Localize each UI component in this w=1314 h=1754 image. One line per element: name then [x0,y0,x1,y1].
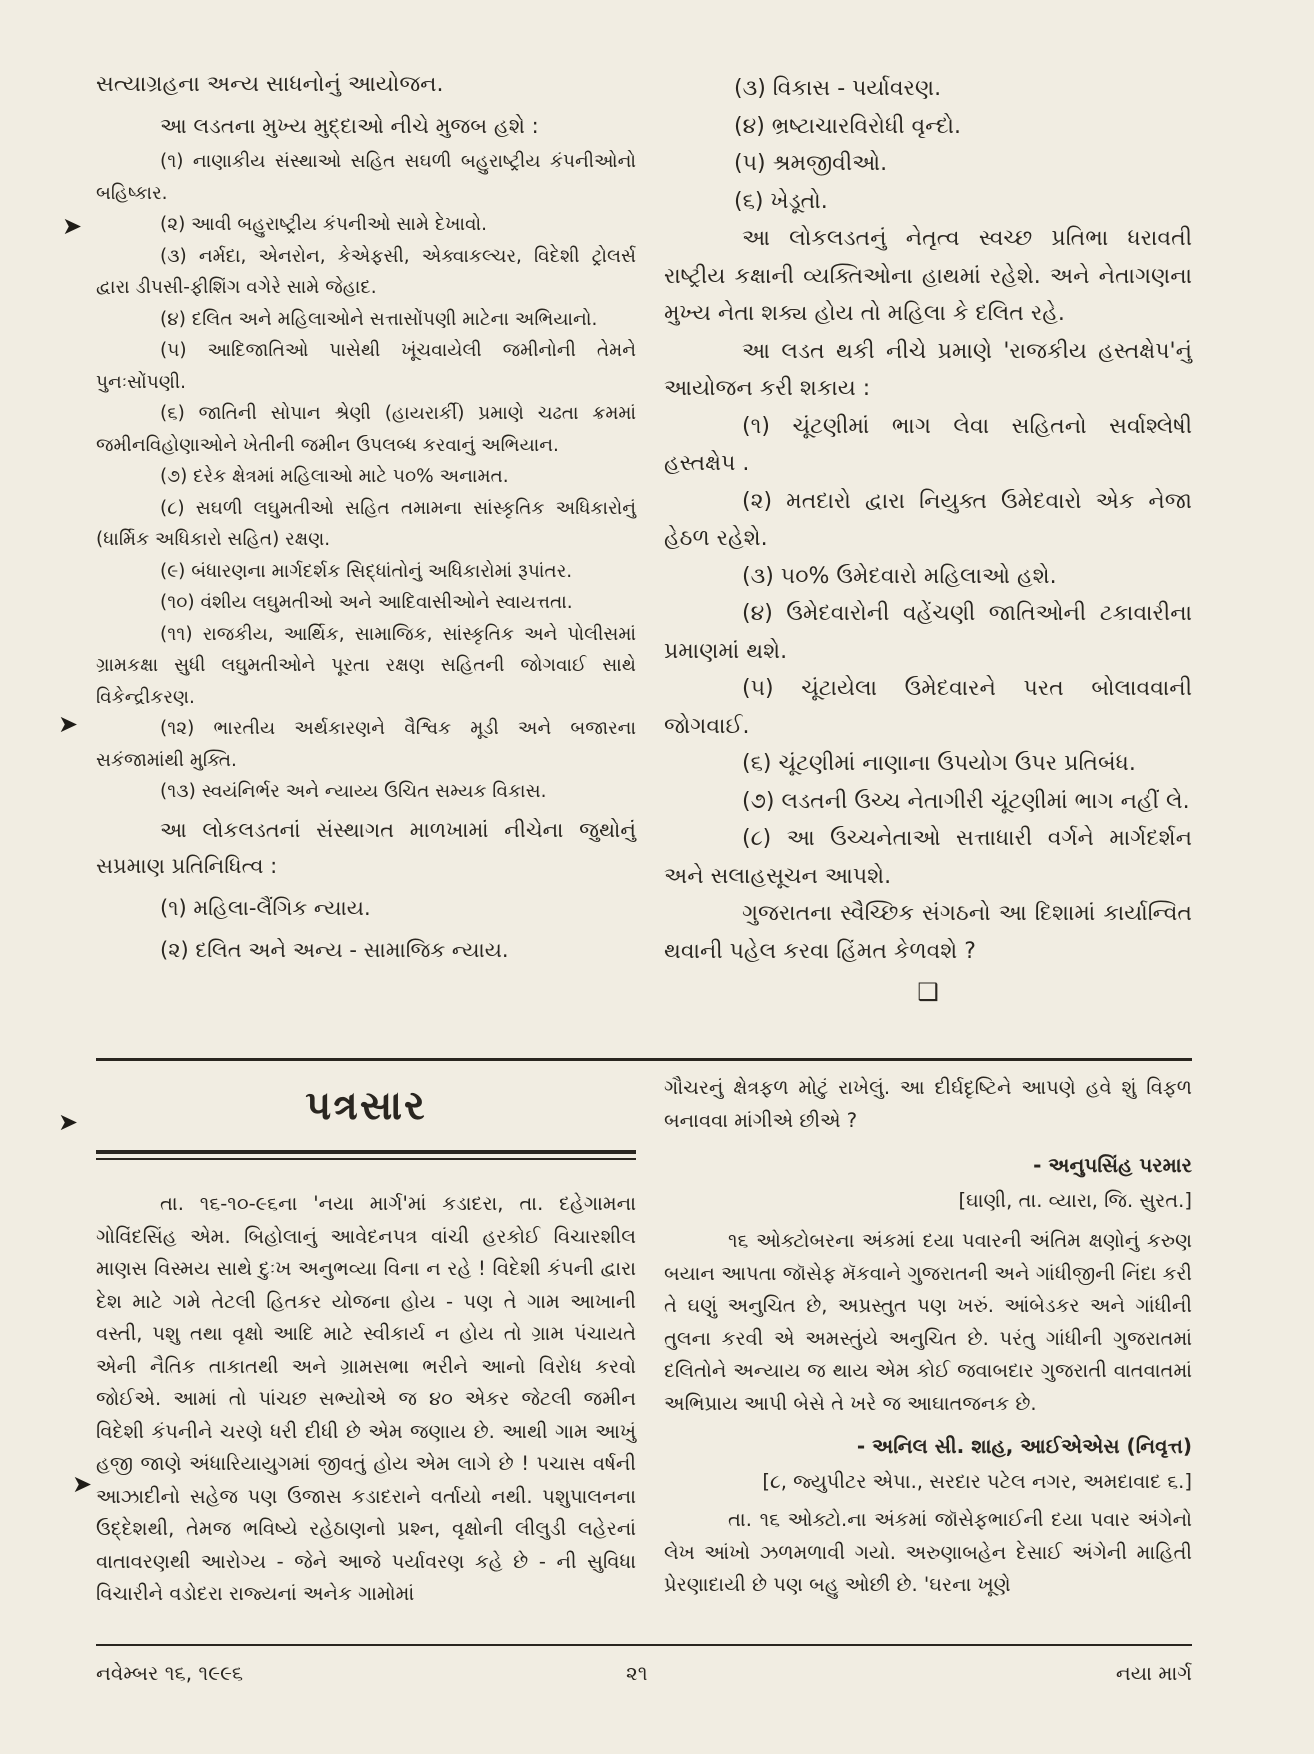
political-item: (૨) મતદારો દ્વારા નિયુક્ત ઉમેદવારો એક નેજા હેઠળ રહેશે. [664,488,1192,551]
title-rule [96,1150,636,1154]
letter-body: તા. ૧૬ ઓક્ટો.ના અંકમાં જૉસેફભાઈની દયા પવાર અંગેનો લેખ આંખો ઝળમળાવી ગયો. અરુણાબહેન દેસાઈ અંગેની માહિતી પ્રેરણાદાયી છે પણ બહુ ઓછી છે. 'ઘરના ખૂણે [664,1508,1192,1596]
demand-item: (૮) સઘળી લઘુમતીઓ સહિત તમામના સાંસ્કૃતિક અધિકારોનું (ધાર્મિક અધિકારો સહિત) રક્ષણ. [96,497,636,550]
end-mark: ❑ [917,978,939,1006]
political-item: (૮) આ ઉચ્ચનેતાઓ સત્તાધારી વર્ગને માર્ગદર્શન અને સલાહસૂચન આપશે. [664,826,1192,889]
letter-address: [૮, જ્યુપીટર એપા., સરદાર પટેલ નગર, અમદાવાદ ૬.] [762,1470,1192,1493]
margin-mark-icon: ➤ [58,1108,79,1136]
margin-mark-icon: ➤ [62,212,83,240]
page-footer [96,1658,1192,1688]
demand-item: (૫) આદિજાતિઓ પાસેથી ખૂંચવાયેલી જમીનોની તેમને પુનઃસોંપણી. [96,340,636,393]
demand-item: (૧૦) વંશીય લઘુમતીઓ અને આદિવાસીઓને સ્વાયત્તતા. [160,592,573,613]
political-item: (૩) ૫૦% ઉમેદવારો મહિલાઓ હશે. [742,563,1057,589]
section-heading: સત્યાગ્રહના અન્ય સાધનોનું આયોજન. [96,72,444,97]
demand-item: (૨) આવી બહુરાષ્ટ્રીય કંપનીઓ સામે દેખાવો. [160,214,488,235]
letter-body: ૧૬ ઓક્ટોબરના અંકમાં દયા પવારની અંતિમ ક્ષણોનું કરુણ બયાન આપતા જૉસેફ મૅકવાને ગુજરાતની અને ગાંધીજીની નિંદા કરી તે ઘણું અનુચિત છે, અપ્રસ્તુત પણ ખરું. આંબેડકર અને ગાંધીની તુલના કરવી એ અમસ્તુંયે અનુચિત છે. પરંતુ ગાંધીની ગુજરાતમાં દલિતોને અન્યાય જ થાય એમ કોઈ જવાબદાર ગુજરાતી વાતવાતમાં અભિપ્રાય આપી બેસે તે ખરે જ આઘાતજનક છે. [664,1229,1192,1415]
group-item: (૨) દલિત અને અન્ય - સામાજિક ન્યાય. [160,937,509,962]
title-rule [96,1158,636,1160]
issue-date: નવેમ્બર ૧૬, ૧૯૯૬ [96,1661,244,1685]
group-item: (૪) ભ્રષ્ટાચારવિરોધી વૃન્દો. [734,113,961,139]
letter-author: - અનિલ સી. શાહ, આઈએએસ (નિવૃત્ત) [856,1434,1192,1458]
demand-item: (૧૨) ભારતીય અર્થકારણને વૈશ્વિક મૂડી અને બજારના સકંજામાંથી મુક્તિ. [96,718,636,771]
demand-item: (૯) બંધારણના માર્ગદર્શક સિદ્ધાંતોનું અધિકારોમાં રૂપાંતર. [160,560,573,582]
demand-item: (૬) જાતિની સોપાન શ્રેણી (હાયરાર્કી) પ્રમાણે ચઢતા ક્રમમાં જમીનવિહોણાઓને ખેતીની જમીન ઉપલબ્ધ કરવાનું અભિયાન. [96,403,636,456]
group-item: (૫) શ્રમજીવીઓ. [734,151,888,176]
demand-item: (૧૩) સ્વયંનિર્ભર અને ન્યાય્ય ઉચિત સમ્યક વિકાસ. [160,781,547,802]
political-item: (૫) ચૂંટાયેલા ઉમેદવારને પરત બોલાવવાની જોગવાઈ. [664,676,1192,739]
demand-item: (૧) નાણાકીય સંસ્થાઓ સહિત સઘળી બહુરાષ્ટ્રીય કંપનીઓનો બહિષ્કાર. [96,151,636,204]
letter-body: તા. ૧૬-૧૦-૯૬ના 'નયા માર્ગ'માં કડાદરા, તા. દહેગામના ગોવિંદસિંહ એમ. બિહોલાનું આવેદનપત્ર વાંચી હરકોઈ વિચારશીલ માણસ વિસ્મય સાથે દુઃખ અનુભવ્યા વિના ન રહે ! વિદેશી કંપની દ્વારા દેશ માટે ગમે તેટલી હિતકર યોજના હોય - પણ તે ગામ આખાની વસ્તી, પશુ તથા વૃક્ષો આદિ માટે સ્વીકાર્ય ન હોય તો ગ્રામ પંચાયતે એની નૈતિક તાકાતથી અને ગ્રામસભા ભરીને આનો વિરોધ કરવો જોઈએ. આમાં તો પાંચછ સભ્યોએ જ ૪૦ એકર જેટલી જમીન વિદેશી કંપનીને ચરણે ધરી દીધી છે એમ જણાય છે. આથી ગામ આખું હજી જાણે અંધારિયાયુગમાં જીવતું હોય એમ લાગે છે ! પચાસ વર્ષની આઝાદીનો સહેજ પણ ઉજાસ કડાદરાને વર્તાયો નથી. પશુપાલનના ઉદ્દેશથી, તેમજ ભવિષ્યે રહેઠાણનો પ્રશ્ન, વૃક્ષોની લીલુડી લહેરનાં વાતાવરણથી આરોગ્ય - જેને આજે પર્યાવરણ કહે છે - ની સુવિધા વિચારીને વડોદરા રાજ્યનાં અનેક ગામોમાં [96,1192,636,1605]
section-title: પત્રસાર [305,1083,427,1129]
political-item: (૭) લડતની ઉચ્ચ નેતાગીરી ચૂંટણીમાં ભાગ નહીં લે. [742,788,1190,814]
letter-address: [ઘાણી, તા. વ્યારા, જિ. સુરત.] [958,1189,1192,1212]
political-item: (૪) ઉમેદવારોની વહેંચણી જાતિઓની ટકાવારીના પ્રમાણમાં થશે. [664,601,1192,664]
closing-paragraph: ગુજરાતના સ્વૈચ્છિક સંગઠનો આ દિશામાં કાર્યાન્વિત થવાની પહેલ કરવા હિંમત કેળવશે ? [664,901,1192,964]
demand-item: (૩) નર્મદા, એનરોન, કેએફસી, એક્વાકલ્ચર, વિદેશી ટ્રોલર્સ દ્વારા ડીપસી-ફીશિંગ વગેરે સામે જેહાદ. [96,245,636,298]
demands-column [96,68,636,968]
section-divider [96,1058,1192,1061]
page-number: ૨૧ [626,1661,648,1685]
groups-intro: આ લોકલડતનાં સંસ્થાગત માળખામાં નીચેના જુથોનું સપ્રમાણ પ્રતિનિધિત્વ : [96,817,636,878]
demand-item: (૭) દરેક ક્ષેત્રમાં મહિલાઓ માટે ૫૦% અનામત. [160,466,509,487]
political-intro: આ લડત થકી નીચે પ્રમાણે 'રાજકીય હસ્તક્ષેપ'નું આયોજન કરી શકાય : [664,338,1192,401]
group-item: (૩) વિકાસ - પર્યાવરણ. [734,76,942,101]
political-item: (૬) ચૂંટણીમાં નાણાના ઉપયોગ ઉપર પ્રતિબંધ. [742,751,1136,776]
publication-name: નયા માર્ગ [1115,1661,1192,1685]
demands-intro: આ લડતના મુખ્ય મુદ્દાઓ નીચે મુજબ હશે : [160,114,539,138]
demand-item: (૪) દલિત અને મહિલાઓને સત્તાસોંપણી માટેના અભિયાનો. [160,308,598,330]
letter-one-column [96,1188,636,1611]
leadership-column [664,70,1192,1012]
margin-mark-icon: ➤ [58,710,79,738]
footer-rule [96,1644,1192,1646]
letter-continued: ગૌચરનું ક્ષેત્રફળ મોટું રાખેલું. આ દીર્ઘદૃષ્ટિને આપણે હવે શું વિફળ બનાવવા માંગીએ છીએ ? [664,1076,1192,1132]
letter-author: - અનુપસિંહ પરમાર [1033,1153,1192,1177]
political-item: (૧) ચૂંટણીમાં ભાગ લેવા સહિતનો સર્વાશ્લેષી હસ્તક્ષેપ . [664,413,1192,476]
group-item: (૧) મહિલા-લૈંગિક ન્યાય. [160,895,371,920]
group-item: (૬) ખેડૂતો. [734,188,828,214]
letters-column [664,1072,1192,1602]
leadership-paragraph: આ લોકલડતનું નેતૃત્વ સ્વચ્છ પ્રતિભા ધરાવતી રાષ્ટ્રીય કક્ષાની વ્યક્તિઓના હાથમાં રહેશે. અને નેતાગણના મુખ્ય નેતા શક્ય હોય તો મહિલા કે દલિત રહે. [664,226,1192,326]
margin-mark-icon: ➤ [72,1470,93,1498]
demand-item: (૧૧) રાજકીય, આર્થિક, સામાજિક, સાંસ્કૃતિક અને પોલીસમાં ગ્રામકક્ષા સુધી લઘુમતીઓને પૂરતા રક્ષણ સહિતની જોગવાઈ સાથે વિકેન્દ્રીકરણ. [96,623,636,708]
